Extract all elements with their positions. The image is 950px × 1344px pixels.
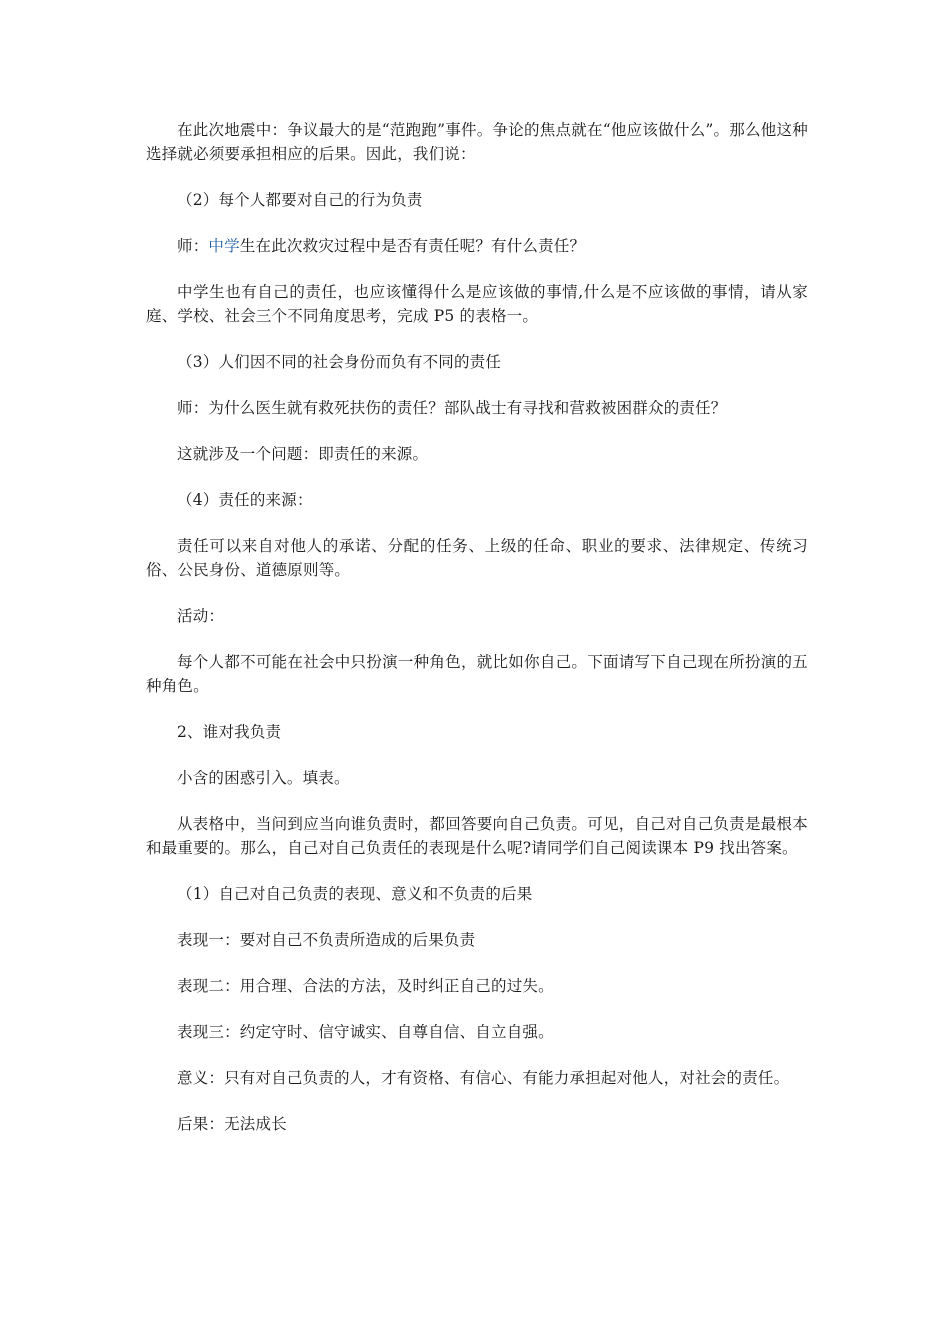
heading-source-of-responsibility: （4）责任的来源： [177, 491, 313, 509]
paragraph-consequence: 后果：无法成长 [177, 1115, 287, 1133]
heading-self-responsibility-manifestations: （1）自己对自己负责的表现、意义和不负责的后果 [177, 885, 533, 903]
paragraph-teacher-question [146, 234, 808, 258]
paragraph-self-responsibility: 从表格中，当问到应当向谁负责时，都回答要向自己负责。可见，自己对自己负责是最根本和最重要的。那么，自己对自己负责任的表现是什么呢?请同学们自己阅读课本 P9 找出答案。 [146, 815, 808, 857]
paragraph-xiaohan-confusion: 小含的困惑引入。填表。 [177, 769, 350, 787]
document-page [146, 118, 808, 1158]
paragraph-manifestation-one: 表现一：要对自己不负责所造成的后果负责 [177, 931, 476, 949]
paragraph-significance: 意义：只有对自己负责的人，才有资格、有信心、有能力承担起对他人，对社会的责任。 [177, 1069, 790, 1087]
paragraph-sources-list: 责任可以来自对他人的承诺、分配的任务、上级的任命、职业的要求、法律规定、传统习俗、公民身份、道德原则等。 [146, 537, 808, 579]
heading-social-identity: （3）人们因不同的社会身份而负有不同的责任 [177, 353, 502, 371]
paragraph-earthquake-debate: 在此次地震中：争议最大的是“范跑跑”事件。争论的焦点就在“他应该做什么”。那么他这种选择就必须要承担相应的后果。因此，我们说： [146, 121, 808, 163]
paragraph-manifestation-three: 表现三：约定守时、信守诚实、自尊自信、自立自强。 [177, 1023, 554, 1041]
paragraph-manifestation-two: 表现二：用合理、合法的方法，及时纠正自己的过失。 [177, 977, 554, 995]
middle-school-link[interactable]: 中学 [208, 237, 240, 255]
teacher-prefix: 师： [177, 237, 209, 255]
heading-who-responsible-for-me: 2、谁对我负责 [177, 723, 282, 741]
paragraph-source-issue: 这就涉及一个问题：即责任的来源。 [177, 445, 429, 463]
paragraph-student-responsibility: 中学生也有自己的责任，也应该懂得什么是应该做的事情,什么是不应该做的事情，请从家庭、学校、社会三个不同角度思考，完成 P5 的表格一。 [146, 283, 808, 325]
paragraph-five-roles: 每个人都不可能在社会中只扮演一种角色，就比如你自己。下面请写下自己现在所扮演的五种角色。 [146, 653, 808, 695]
heading-responsible-for-actions: （2）每个人都要对自己的行为负责 [177, 191, 423, 209]
paragraph-doctor-soldier-question: 师：为什么医生就有救死扶伤的责任？部队战士有寻找和营救被困群众的责任？ [177, 399, 727, 417]
paragraph-activity-label: 活动： [177, 607, 225, 625]
teacher-question-text: 生在此次救灾过程中是否有责任呢？有什么责任？ [239, 237, 586, 255]
